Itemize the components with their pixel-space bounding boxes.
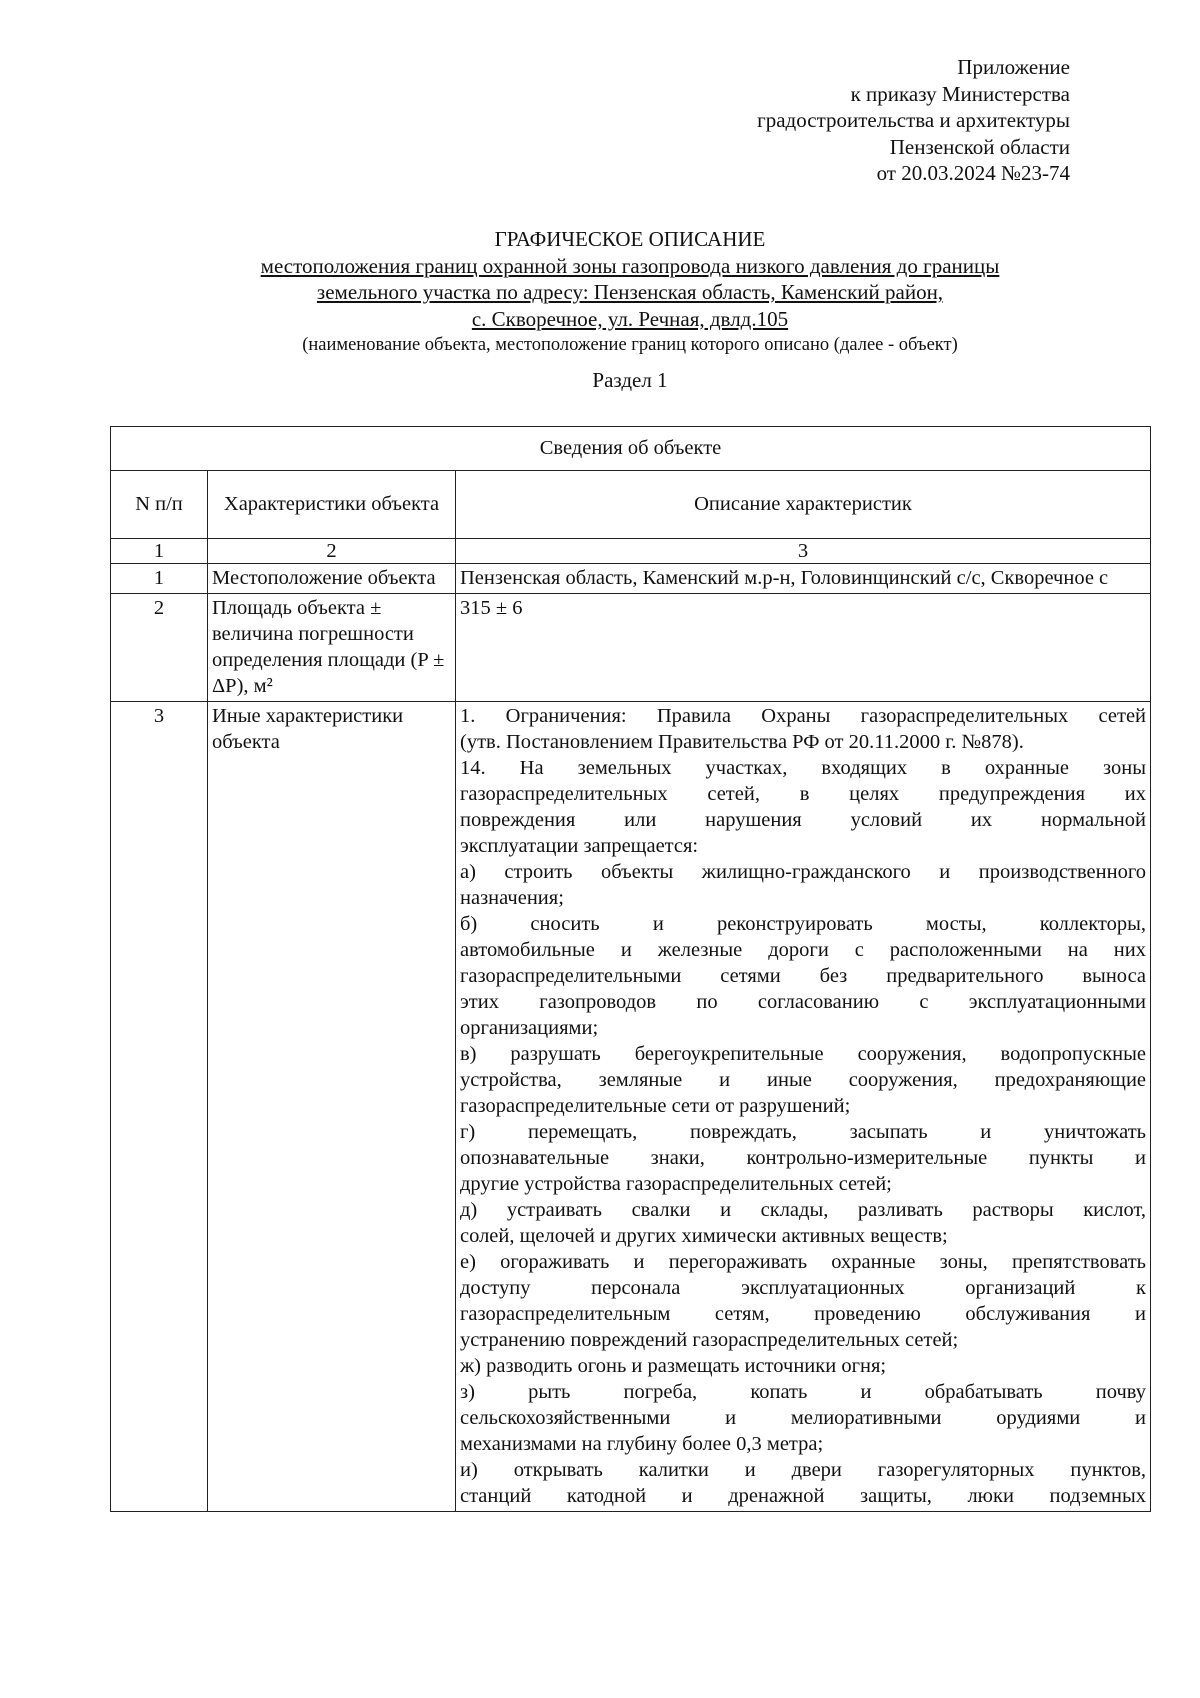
header-characteristics: Характеристики объекта — [208, 471, 456, 539]
description-line: повреждения или нарушения условий их нормальной — [460, 809, 1147, 831]
title-block — [110, 226, 1150, 393]
row-characteristic: Местоположение объекта — [208, 564, 456, 594]
header-number: N п/п — [111, 471, 208, 539]
description-line: г) перемещать, повреждать, засыпать и уничтожать — [460, 1121, 1147, 1143]
appendix-line: Приложение — [957, 55, 1070, 79]
description-line: солей, щелочей и других химически активных веществ; — [460, 1225, 948, 1247]
section-title: Раздел 1 — [592, 367, 668, 392]
table-header-row — [111, 471, 1151, 539]
column-number-row — [111, 539, 1151, 564]
appendix-line: Пензенской области — [889, 134, 1070, 159]
description-line: механизмами на глубину более 0,3 метра; — [460, 1433, 824, 1455]
description-line: газораспределительных сетей, в целях предупреждения их — [460, 783, 1147, 805]
description-line: другие устройства газораспределительных сетей; — [460, 1173, 892, 1195]
description-line: этих газопроводов по согласованию с эксплуатационными — [460, 991, 1147, 1013]
appendix-header — [757, 54, 1070, 187]
table-row — [111, 702, 1151, 1512]
table-caption-row — [111, 427, 1151, 471]
description-line: устранению повреждений газораспределительных сетей; — [460, 1329, 959, 1351]
description-line: газораспределительными сетями без предварительного выноса — [460, 965, 1147, 987]
subtitle-line: с. Скворечное, ул. Речная, двлд.105 — [471, 306, 789, 331]
subtitle-note: (наименование объекта, местоположение границ которого описано (далее - объект) — [302, 335, 958, 355]
description-line: организациями; — [460, 1017, 599, 1039]
description-line: 1. Ограничения: Правила Охраны газораспределительных сетей — [460, 705, 1147, 727]
appendix-line: градостроительства и архитектуры — [757, 108, 1070, 132]
column-number: 3 — [456, 539, 1151, 564]
description-line: устройства, земляные и иные сооружения, предохраняющие — [460, 1069, 1147, 1091]
description-text: Пензенская область, Каменский м.р-н, Головинщинский с/с, Скворечное с — [460, 567, 1109, 589]
document-title: ГРАФИЧЕСКОЕ ОПИСАНИЕ — [494, 227, 766, 251]
column-number: 1 — [111, 539, 208, 564]
row-number: 2 — [111, 594, 208, 702]
table-row — [111, 564, 1151, 594]
row-description — [456, 564, 1151, 594]
description-line: станций катодной и дренажной защиты, люки подземных — [460, 1485, 1147, 1507]
row-description — [456, 702, 1151, 1512]
row-number: 3 — [111, 702, 208, 1512]
description-text: 315 ± 6 — [460, 597, 523, 619]
description-line: сельскохозяйственными и мелиоративными орудиями и — [460, 1407, 1147, 1429]
appendix-line: от 20.03.2024 №23-74 — [876, 161, 1070, 185]
subtitle-line: местоположения границ охранной зоны газопровода низкого давления до границы — [260, 253, 1000, 278]
description-line: е) огораживать и перегораживать охранные зоны, препятствовать — [460, 1251, 1147, 1273]
description-line: з) рыть погреба, копать и обрабатывать почву — [460, 1381, 1147, 1403]
description-line: а) строить объекты жилищно-гражданского и производственного — [460, 861, 1147, 883]
column-number: 2 — [208, 539, 456, 564]
description-line: (утв. Постановлением Правительства РФ от 20.11.2000 г. №878). — [460, 731, 1024, 753]
description-line: назначения; — [460, 887, 564, 909]
object-info-table — [110, 426, 1151, 1512]
description-line: газораспределительные сети от разрушений; — [460, 1095, 851, 1117]
description-line: эксплуатации запрещается: — [460, 835, 699, 857]
header-description: Описание характеристик — [456, 471, 1151, 539]
row-description — [456, 594, 1151, 702]
row-number: 1 — [111, 564, 208, 594]
row-characteristic: Площадь объекта ± величина погрешности определения площади (P ± ΔP), м² — [208, 594, 456, 702]
description-line: д) устраивать свалки и склады, разливать растворы кислот, — [460, 1199, 1147, 1221]
description-line: в) разрушать берегоукрепительные сооружения, водопропускные — [460, 1043, 1147, 1065]
description-line: опознавательные знаки, контрольно-измерительные пункты и — [460, 1147, 1147, 1169]
table-row — [111, 594, 1151, 702]
description-line: газораспределительным сетям, проведению обслуживания и — [460, 1303, 1147, 1325]
description-line: и) открывать калитки и двери газорегуляторных пунктов, — [460, 1459, 1147, 1481]
subtitle-line: земельного участка по адресу: Пензенская область, Каменский район, — [316, 280, 944, 304]
row-characteristic: Иные характеристики объекта — [208, 702, 456, 1512]
description-line: 14. На земельных участках, входящих в охранные зоны — [460, 757, 1147, 779]
description-line: автомобильные и железные дороги с расположенными на них — [460, 939, 1147, 961]
description-line: б) сносить и реконструировать мосты, коллекторы, — [460, 913, 1147, 935]
table-caption: Сведения об объекте — [111, 427, 1151, 471]
description-line: доступу персонала эксплуатационных организаций к — [460, 1277, 1147, 1299]
description-line: ж) разводить огонь и размещать источники огня; — [460, 1355, 887, 1377]
appendix-line: к приказу Министерства — [850, 81, 1070, 106]
